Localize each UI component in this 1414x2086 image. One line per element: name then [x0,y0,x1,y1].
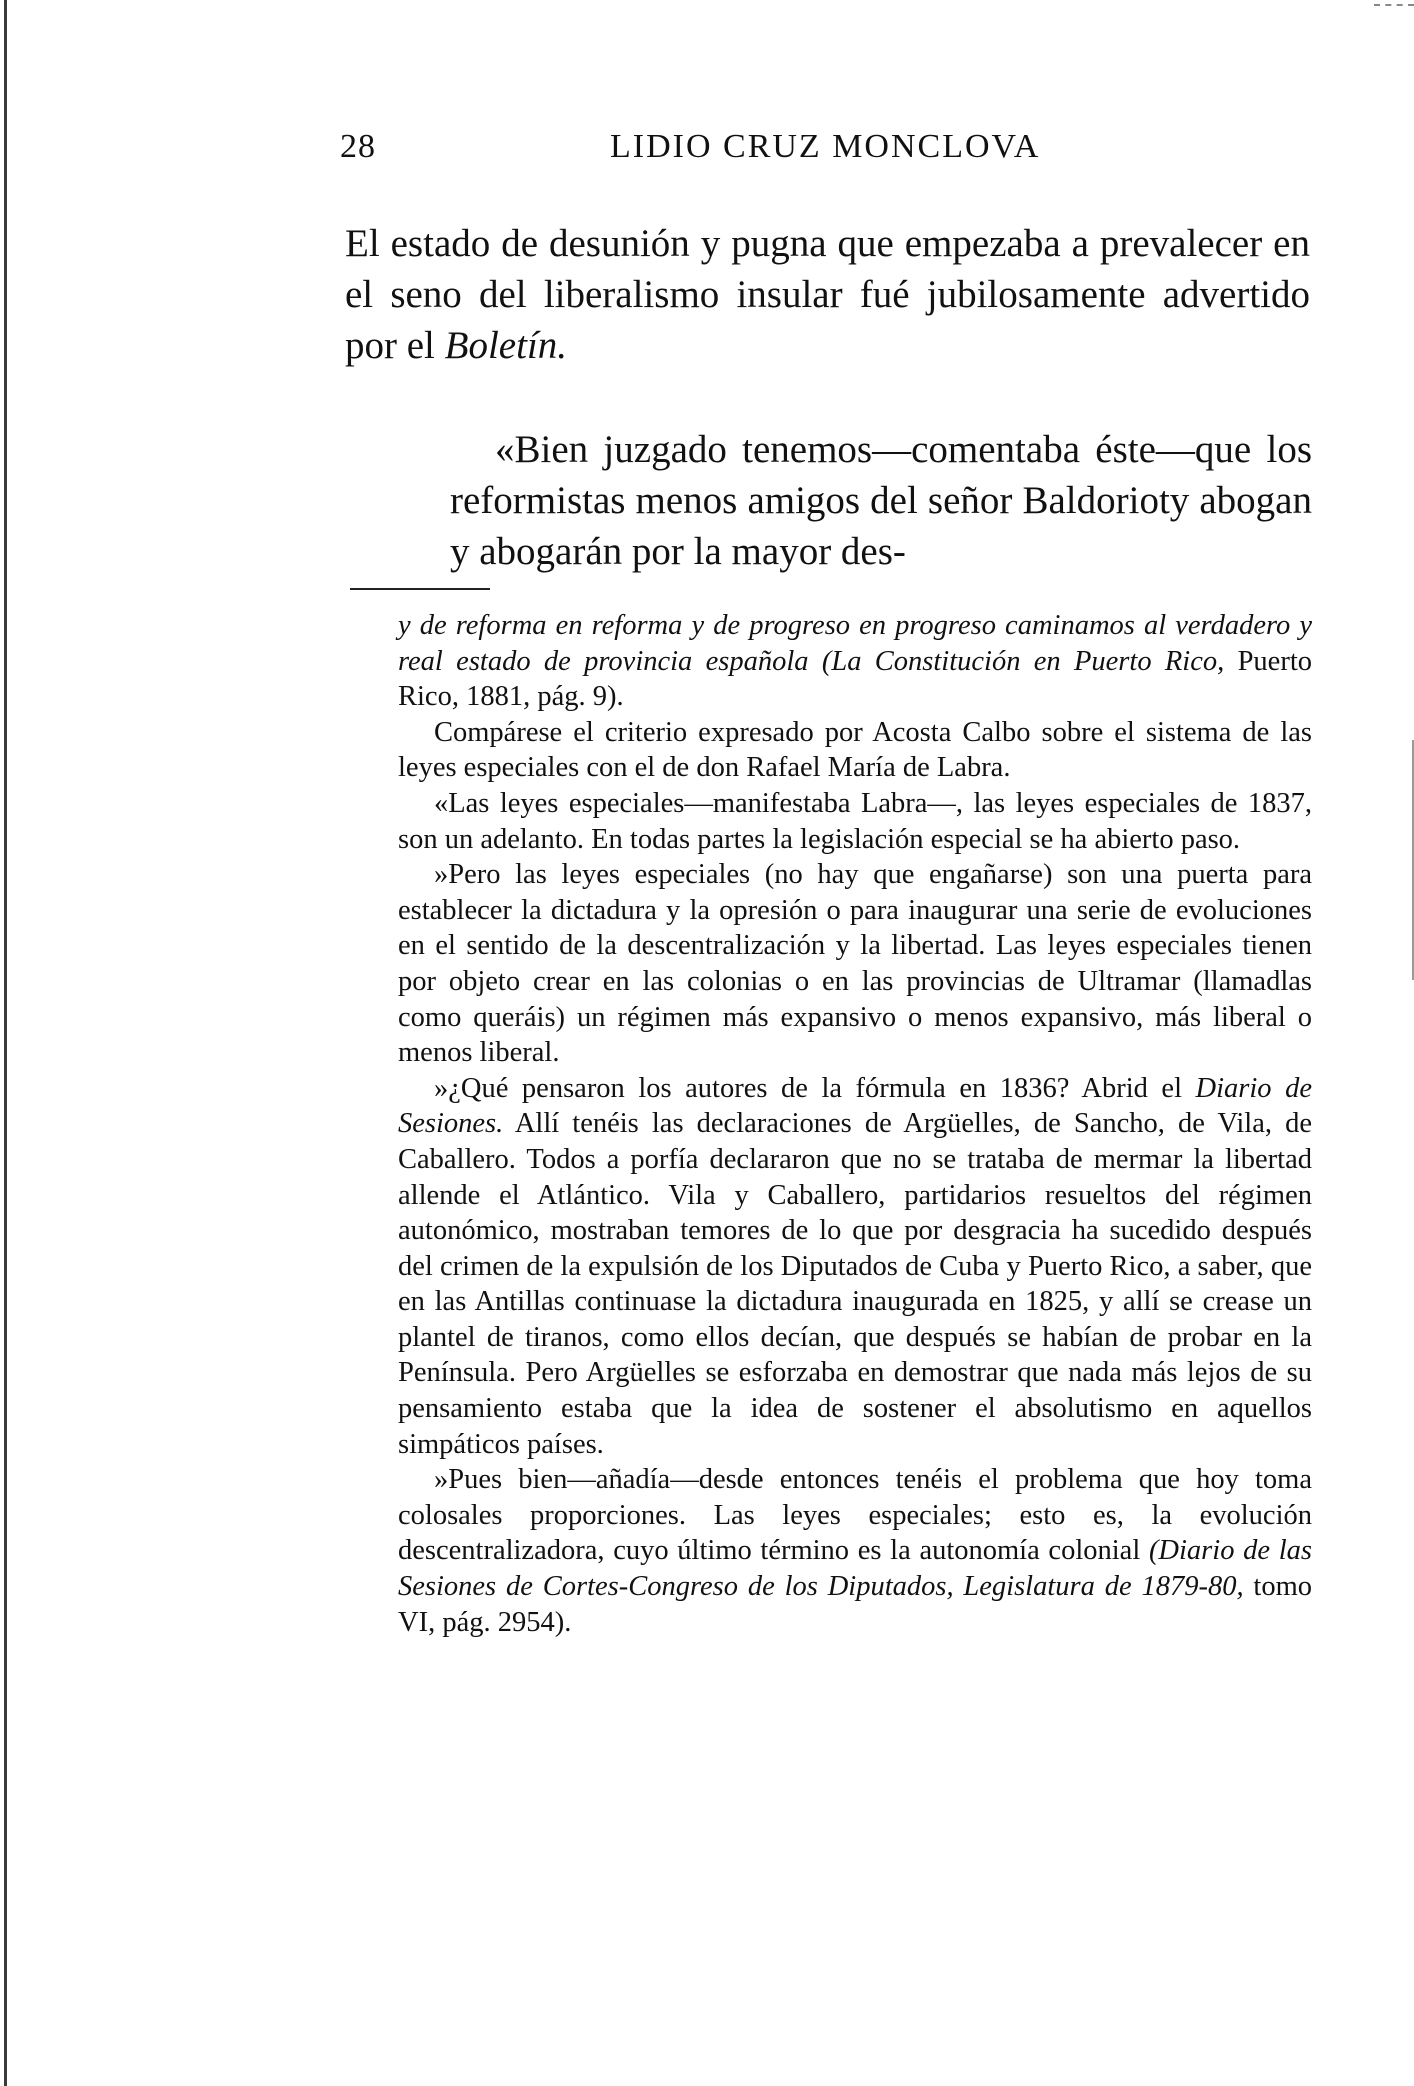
footnote-text: »Pues bien—añadía—desde entonces tenéis el problema que hoy toma colosales proporciones. Las leyes especiales; esto es, la evolución descentralizadora, cuyo último término es la autonomía colonial [398,1464,1312,1567]
footnote-paragraph: »Pero las leyes especiales (no hay que engañarse) son una puerta para establecer la dictadura y la opresión o para inaugurar una serie de evoluciones en el sentido de la descentralización y la libertad. Las leyes especiales tienen por objeto crear en las colonias o en las provincias de Ultramar (llamadlas como queráis) un régimen más expansivo o menos expansivo, más liberal o menos liberal. [398,859,1312,1069]
footnote-paragraph: Compárese el criterio expresado por Acosta Calbo sobre el sistema de las leyes especiales con el de don Rafael María de Labra. [398,716,1312,784]
footnote-paragraph [398,608,1312,715]
body-text: El estado de desunión y pugna que empezaba a prevalecer en el seno del liberalismo insular fué jubilosamente advertido por el [345,222,1310,367]
footnotes [398,608,1312,1640]
footnote-italic: y de reforma en reforma y de progreso en progreso caminamos al verdadero y real estado de provincia española (La Constitución en Puerto Rico, [398,610,1312,677]
footnote-text: Allí tenéis las declaraciones de Argüelles, de Sancho, de Vila, de Caballero. Todos a porfía declararon que no se trataba de mermar la libertad allende el Atlántico. Vila y Caballero, partidarios resueltos del régimen autonómico, mostraban temores de lo que por desgracia ha sucedido después del crimen de la expulsión de los Diputados de Cuba y Puerto Rico, a saber, que en las Antillas continuase la dictadura inaugurada en 1825, y allí se crease un plantel de tiranos, como ellos decían, que después se habían de probar en la Península. Pero Argüelles se esforzaba en demostrar que nada más lejos de su pensamiento estaba que la idea de sostener el absolutismo en aquellos simpáticos países. [398,1108,1312,1460]
body-paragraph [345,218,1310,371]
footnote-text: Puerto Rico, 1881, pág. 9). [398,645,1312,713]
footnote-text: »¿Qué pensaron los autores de la fórmula en 1836? Abrid el [434,1072,1196,1104]
footnote-paragraph: «Las leyes especiales—manifestaba Labra—, las leyes especiales de 1837, son un adelanto. En todas partes la legislación especial se ha abierto paso. [398,787,1312,855]
body-italic-title: Boletín. [444,324,568,367]
quote-text: «Bien juzgado tenemos—comentaba éste—que los reformistas menos amigos del señor Baldorioty abogan y abogarán por la mayor des- [450,428,1312,573]
footnote-text: tomo VI, pág. 2954). [398,1571,1313,1638]
footnote-paragraph [398,1462,1312,1640]
footnote-italic: Diario de Sesiones. [398,1072,1312,1140]
page-left-edge [4,0,7,2086]
footnote-paragraph [398,1071,1312,1463]
footnote-italic: (Diario de las Sesiones de Cortes-Congreso de los Diputados, Legislatura de 1879-80, [398,1535,1312,1603]
page-header [340,128,1340,178]
block-quote [450,424,1312,577]
footnote-divider [350,588,490,590]
running-title: LIDIO CRUZ MONCLOVA [610,128,1041,165]
scan-top-mark [1374,4,1414,6]
page-number: 28 [340,128,376,165]
